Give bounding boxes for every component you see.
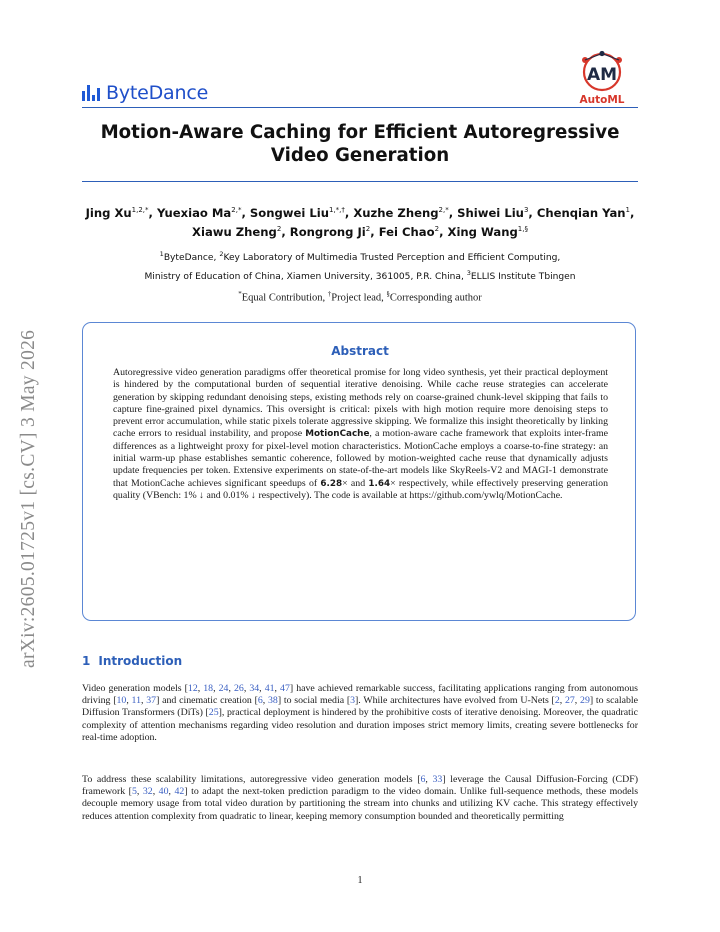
page-number: 1 <box>357 875 363 886</box>
arxiv-identifier: arXiv:2605.01725v1 [cs.CV] 3 May 2026 <box>18 329 39 668</box>
affil-ellis: ELLIS Institute Tbingen <box>470 272 576 283</box>
section-heading-introduction <box>82 654 182 668</box>
paragraph-text: ], practical deployment is hindered by the prohibitive costs of iterative denoising. Moreover, the quadratic complexity of attention mechanisms regarding video resolution and duration imposes strict memory limits, creating severe bottlenecks for real-time adoption. <box>82 707 638 743</box>
author-marks: 1,2,* <box>131 206 149 214</box>
abstract-speedup-1: 6.28 <box>320 478 343 489</box>
citation-link[interactable]: 25 <box>208 707 219 719</box>
abstract-method-name: MotionCache <box>305 429 370 440</box>
author: Xing Wang <box>447 224 518 239</box>
citation-link[interactable]: 29 <box>580 695 590 707</box>
intro-paragraph-2 <box>82 774 638 823</box>
paragraph-text: ] to social media [ <box>277 695 351 707</box>
automl-wordmark: AutoML <box>579 94 625 106</box>
section-number: 1 <box>82 654 91 668</box>
note-lead: Project lead, <box>331 292 387 304</box>
citation-link[interactable]: 26 <box>233 683 244 694</box>
paragraph-text: ] to adapt the next-token prediction paradigm to the video domain. Unlike full-sequence methods, these models decouple memory usage from total video duration by partitioning the stream into chunks and utilizing KV cache. This strategy effectively reduces attention complexity from quadratic to linear, keeping memory consumption bounded and theoretically permitting <box>82 786 639 822</box>
citation-link[interactable]: 41 <box>264 683 275 694</box>
author-marks: 2,* <box>438 206 449 214</box>
note-mark: § <box>386 290 390 298</box>
paragraph-text: ] to scalable Diffusion Transformers (DiTs) [ <box>82 695 639 719</box>
author: Xiawu Zheng <box>192 224 277 239</box>
intro-paragraph-1 <box>82 683 638 744</box>
abstract-body <box>113 367 608 502</box>
author: Yuexiao Ma <box>156 205 232 220</box>
affil-mark: 1 <box>159 250 164 258</box>
author-marks: 1,*,† <box>328 206 345 214</box>
contribution-note <box>82 290 638 304</box>
abstract-speedup-2: 1.64 <box>368 478 391 489</box>
paragraph-text: ]. While architectures have evolved from U-Nets [ <box>355 695 555 707</box>
citation-link[interactable]: 47 <box>280 683 290 694</box>
paragraph-text: , <box>243 683 250 694</box>
note-equal: Equal Contribution, <box>241 292 328 304</box>
paragraph-text: , <box>559 695 565 707</box>
citation-link[interactable]: 3 <box>350 695 356 707</box>
note-mark: * <box>238 290 242 298</box>
note-corresponding: Corresponding author <box>389 292 482 304</box>
paragraph-text: ] have achieved remarkable success, facilitating applications ranging from autonomous driving [ <box>82 683 638 707</box>
abstract-text-1: Autoregressive video generation paradigms offer theoretical promise for long video synthesis, yet their practical deployment is hindered by the computational burden of sequential iterative denoising. While cache reuse strategies can accelerate generation by skipping redundant denoising steps, existing methods rely on coarse-grained chunk-level skipping that fails to capture fine-grained pixel dynamics. This oversight is critical: pixels with high motion require more denoising steps to prevent error accumulation, while static pixels tolerate aggressive skipping. We formalize this insight theoretically by linking cache errors to residual instability, and propose <box>113 367 608 440</box>
paragraph-text: Video generation models [ <box>82 683 188 694</box>
author: Songwei Liu <box>249 205 329 220</box>
citation-link[interactable]: 42 <box>174 786 185 798</box>
paragraph-text: , <box>425 774 433 785</box>
author-list: Jing $Xu^{1,2,*}$, Yuexiao $Ma^{2,*}$, Songwei Liu$^{1,*,\dagger}$, Xuzhe Zheng$^{2,*}$, Shiwei Liu$^3$, Chenqian Yan$^1$, Xiawu Zheng$^2$, Rongrong Ji$^2$, Fei Chao$^2$, Xing Wang$^{1,\S}$ <box>85 205 635 239</box>
citation-link[interactable]: 24 <box>218 683 229 694</box>
paper-title <box>82 121 638 167</box>
affiliations <box>82 247 638 285</box>
citation-link[interactable]: 12 <box>187 683 198 694</box>
note-mark: † <box>327 290 332 298</box>
citation-link[interactable]: 5 <box>131 786 137 798</box>
citation-link[interactable]: 37 <box>146 695 157 707</box>
author-marks: 2 <box>434 224 440 233</box>
citation-link[interactable]: 6 <box>257 695 263 707</box>
citation-link[interactable]: 2 <box>554 695 560 707</box>
paragraph-text: , <box>136 786 143 798</box>
citation-link[interactable]: 27 <box>564 695 575 707</box>
automl-monogram: AM <box>586 65 618 85</box>
title-line-1: Motion-Aware Caching for Efficient Autoregressive <box>100 122 620 143</box>
author-marks: 1,§ <box>517 224 528 233</box>
paragraph-text: , <box>152 786 159 798</box>
title-line-2: Video Generation <box>270 145 450 166</box>
author: Jing Xu <box>85 205 132 220</box>
author: Fei Chao <box>378 224 435 239</box>
paragraph-text: , <box>274 683 281 694</box>
affil-mark: 3 <box>466 269 471 278</box>
section-title: Introduction <box>98 654 183 668</box>
automl-logo <box>571 50 633 106</box>
citation-link[interactable]: 38 <box>268 695 278 707</box>
affil-xmu: Key Laboratory of Multimedia Trusted Perception and Efficient Computing, <box>223 253 561 264</box>
abstract-text-4: × respectively, while effectively preserving generation quality (VBench: 1% ↓ and 0.01% ↓ respectively). The code is available at https://github.com/ywlq/MotionCache. <box>113 477 608 501</box>
paragraph-text: , <box>262 695 268 707</box>
paragraph-text: , <box>228 683 234 694</box>
author: Rongrong Ji <box>289 224 366 239</box>
paragraph-text: , <box>168 786 175 798</box>
citation-link[interactable]: 32 <box>142 786 153 798</box>
paragraph-text: , <box>197 683 204 694</box>
citation-link[interactable]: 18 <box>203 683 214 694</box>
citation-link[interactable]: 6 <box>420 774 426 785</box>
paragraph-text: ] leverage the Causal Diffusion-Forcing (CDF) framework [ <box>82 774 638 798</box>
author-marks: 1 <box>625 206 631 214</box>
citation-link[interactable]: 10 <box>116 695 127 707</box>
header-rule-top <box>82 107 638 108</box>
citation-link[interactable]: 34 <box>249 683 260 694</box>
header-rule-bottom <box>82 181 638 182</box>
paragraph-text: , <box>213 683 219 694</box>
paragraph-text: To address these scalability limitations, autoregressive video generation models [ <box>82 774 421 785</box>
abstract-text-3: × and <box>342 477 369 489</box>
bytedance-bars-icon <box>82 85 100 101</box>
author-marks: 2,* <box>231 206 242 214</box>
paragraph-text: ] and cinematic creation [ <box>156 695 258 707</box>
author-marks: 2 <box>365 224 371 233</box>
paragraph-text: , <box>141 695 147 707</box>
abstract-text-2: , a motion-aware cache framework that exploits inter-frame differences as a lightweight proxy for pixel-level motion characteristics. MotionCache employs a coarse-to-fine strategy: an initial warm-up phase establishes semantic coherence, followed by motion-weighted cache reuse that dynamically adjusts update frequencies per token. Extensive experiments on state-of-the-art models like SkyReels-V2 and MAGI-1 demonstrate that MotionCache achieves significant speedups of <box>113 428 608 489</box>
paragraph-text: , <box>126 695 132 707</box>
bytedance-wordmark: ByteDance <box>106 82 209 104</box>
affil-mark: 2 <box>219 250 224 258</box>
affil-bytedance: ByteDance, <box>163 253 220 264</box>
author-marks: 2 <box>276 224 282 233</box>
bytedance-logo <box>82 82 208 104</box>
paragraph-text: , <box>259 683 265 694</box>
abstract-heading: Abstract <box>331 344 389 358</box>
affil-xmu-line2: Ministry of Education of China, Xiamen University, 361005, P.R. China, <box>144 272 467 283</box>
citation-link[interactable]: 33 <box>432 774 443 785</box>
author: Xuzhe Zheng <box>353 205 439 220</box>
paragraph-text: , <box>574 695 581 707</box>
author: Shiwei Liu <box>457 205 524 220</box>
citation-link[interactable]: 40 <box>158 786 169 798</box>
citation-link[interactable]: 11 <box>131 695 142 707</box>
author: Chenqian Yan <box>536 205 626 220</box>
author-marks: 3 <box>523 206 529 214</box>
